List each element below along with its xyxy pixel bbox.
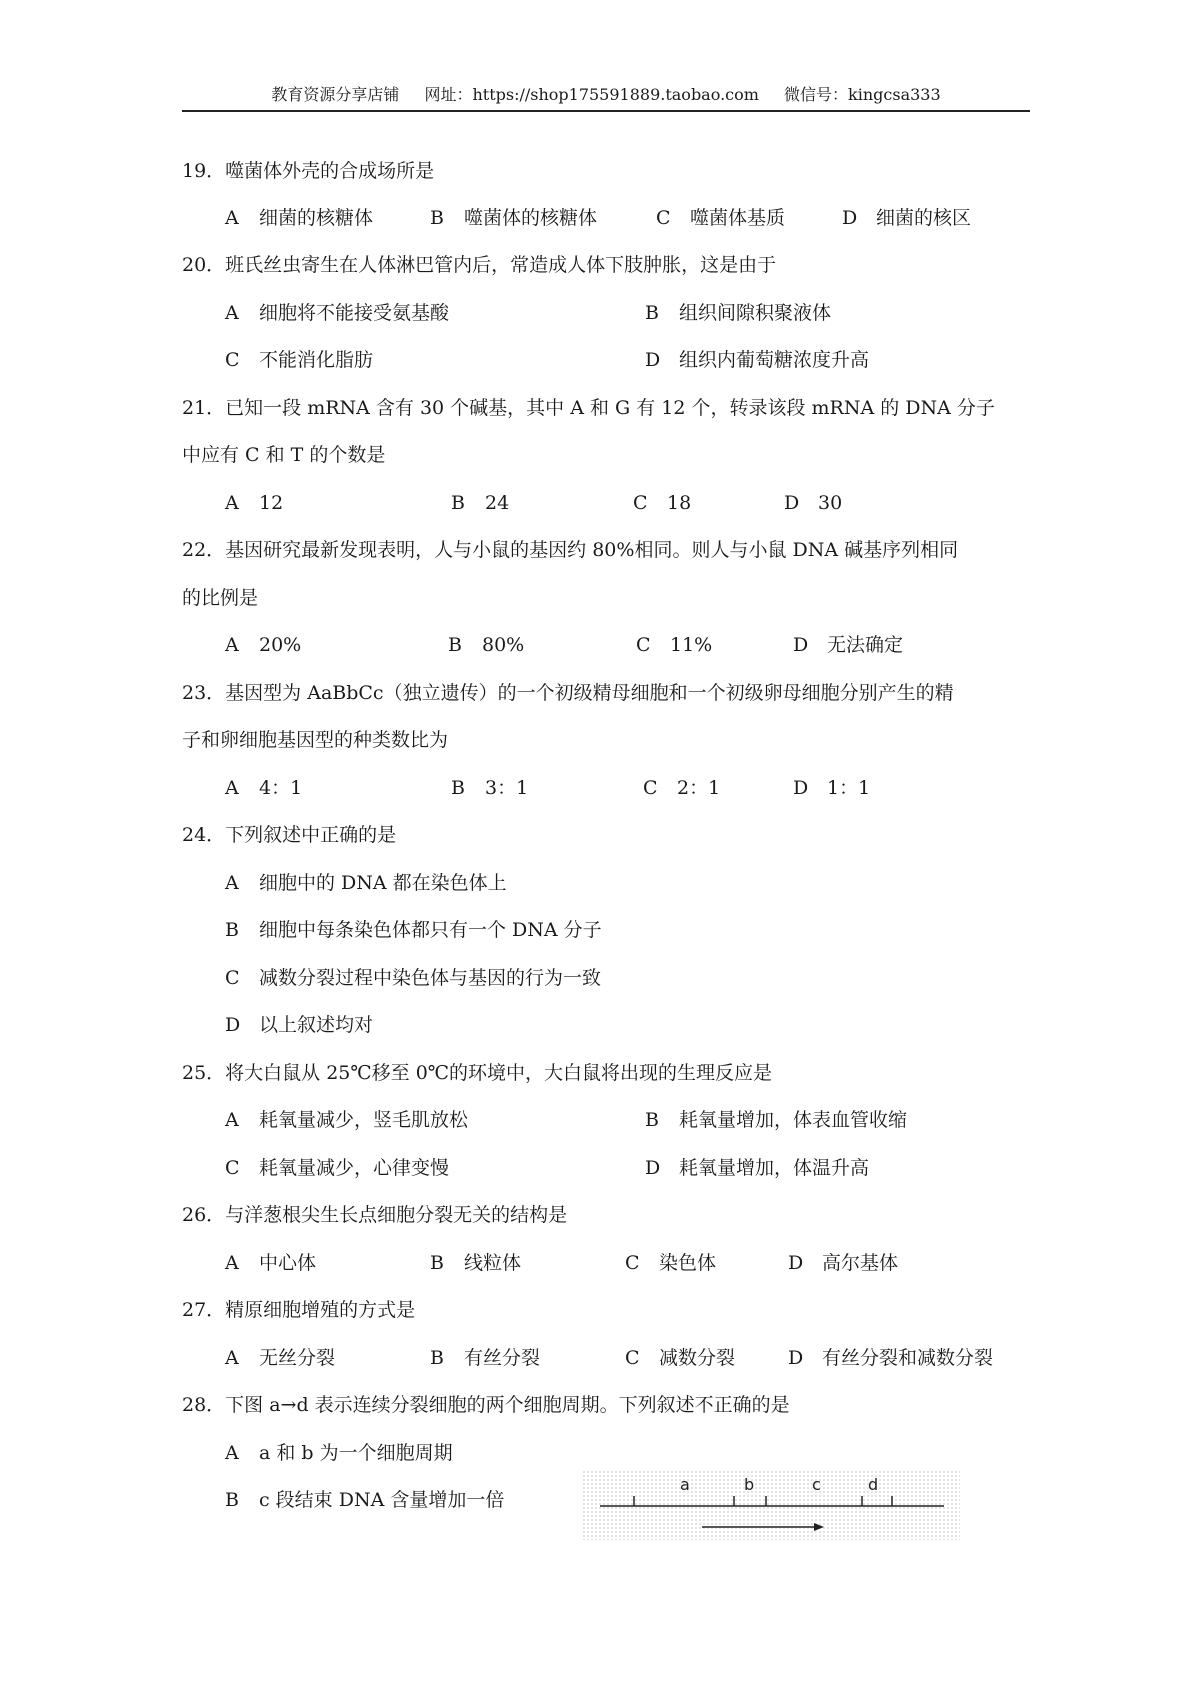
q19-option-c [656,205,785,231]
option-letter: D [645,1157,661,1179]
option-text: 耗氧量减少，竖毛肌放松 [259,1109,469,1131]
option-letter: C [225,967,240,989]
q21-stem-line2: 中应有 C 和 T 的个数是 [182,444,386,466]
option-letter: A [225,1347,239,1369]
q26-option-b [430,1250,521,1276]
option-letter: C [636,634,651,656]
option-text: 细菌的核糖体 [259,207,374,229]
q28-option-b [225,1487,504,1513]
option-text: 有丝分裂 [464,1347,541,1369]
q28-option-a [225,1440,453,1466]
q24-option-c [225,965,601,991]
option-letter: B [645,302,659,324]
option-letter: B [451,492,465,514]
option-letter: C [633,492,648,514]
option-letter: B [225,919,239,941]
q23-stem-line1: 23．基因型为 AaBbCc（独立遗传）的一个初级精母细胞和一个初级卵母细胞分别产生的精 [182,682,954,704]
option-text: 1：1 [827,777,871,799]
option-text: c 段结束 DNA 含量增加一倍 [259,1489,505,1511]
q20-stem: 20．班氏丝虫寄生在人体淋巴管内后，常造成人体下肢肿胀，这是由于 [182,254,777,276]
q21-option-c [633,490,691,516]
option-letter: D [788,1252,804,1274]
option-text: 4：1 [259,777,303,799]
option-letter: C [625,1347,640,1369]
q23-stem-line2: 子和卵细胞基因型的种类数比为 [182,729,449,751]
option-text: 减数分裂过程中染色体与基因的行为一致 [259,967,602,989]
q22-option-a [225,632,301,658]
q21-stem-line1: 21．已知一段 mRNA 含有 30 个碱基，其中 A 和 G 有 12 个，转录该段 mRNA 的 DNA 分子 [182,397,995,419]
q26-option-d [788,1250,898,1276]
option-letter: D [225,1014,241,1036]
q22-option-b [448,632,524,658]
q27-option-d [788,1345,993,1371]
option-text: 11% [670,634,713,656]
option-letter: B [448,634,462,656]
q20-option-b [645,300,831,326]
option-letter: B [430,1252,444,1274]
option-letter: B [645,1109,659,1131]
option-letter: A [225,207,239,229]
q20-option-d [645,347,869,373]
option-text: 30 [818,492,843,514]
option-letter: A [225,492,239,514]
option-text: 染色体 [659,1252,717,1274]
option-letter: B [451,777,465,799]
option-text: 减数分裂 [659,1347,736,1369]
option-text: 20% [259,634,302,656]
q23-option-d [793,775,870,801]
option-letter: B [225,1489,239,1511]
segment-label-c: c [812,1475,821,1494]
q26-option-c [625,1250,716,1276]
option-text: 细菌的核区 [876,207,972,229]
option-letter: D [793,634,809,656]
option-text: 耗氧量增加，体表血管收缩 [679,1109,908,1131]
option-text: 耗氧量增加，体温升高 [679,1157,870,1179]
q25-option-c [225,1155,449,1181]
q27-option-c [625,1345,735,1371]
option-text: 24 [485,492,510,514]
q23-option-b [451,775,528,801]
option-text: 线粒体 [464,1252,522,1274]
page-header [182,82,1030,112]
q25-option-a [225,1107,468,1133]
q24-option-d [225,1012,373,1038]
wechat-id: 微信号：kingcsa333 [784,85,941,104]
option-text: a 和 b 为一个细胞周期 [259,1442,453,1464]
q27-stem: 27．精原细胞增殖的方式是 [182,1299,416,1321]
q19-option-b [430,205,597,231]
option-letter: A [225,302,239,324]
q21-option-a [225,490,283,516]
option-letter: C [625,1252,640,1274]
q24-stem: 24．下列叙述中正确的是 [182,824,397,846]
direction-arrow-icon [814,1523,824,1531]
cell-cycle-svg [582,1470,960,1540]
option-letter: B [430,207,444,229]
option-text: 噬菌体基质 [690,207,786,229]
q24-option-b [225,917,602,943]
option-text: 耗氧量减少，心律变慢 [259,1157,450,1179]
option-text: 18 [667,492,692,514]
option-letter: D [645,349,661,371]
q27-option-b [430,1345,540,1371]
option-text: 组织内葡萄糖浓度升高 [679,349,870,371]
option-letter: D [784,492,800,514]
option-letter: A [225,1109,239,1131]
q25-option-b [645,1107,907,1133]
q26-option-a [225,1250,316,1276]
shop-url: 网址：https://shop175591889.taobao.com [424,85,759,104]
q27-option-a [225,1345,335,1371]
option-text: 以上叙述均对 [259,1014,374,1036]
q25-option-d [645,1155,869,1181]
q23-option-a [225,775,302,801]
q22-option-d [793,632,903,658]
q23-option-c [643,775,720,801]
option-text: 噬菌体的核糖体 [464,207,598,229]
option-text: 12 [259,492,284,514]
segment-label-d: d [868,1475,879,1494]
option-letter: A [225,777,239,799]
option-letter: A [225,1442,239,1464]
segment-label-b: b [744,1475,755,1494]
q19-option-a [225,205,373,231]
option-letter: D [793,777,809,799]
q28-stem: 28．下图 a→d 表示连续分裂细胞的两个细胞周期。下列叙述不正确的是 [182,1394,790,1416]
option-text: 组织间隙积聚液体 [679,302,832,324]
q21-option-d [784,490,842,516]
q24-option-a [225,870,507,896]
option-letter: C [225,1157,240,1179]
q19-stem: 19．噬菌体外壳的合成场所是 [182,160,435,182]
option-letter: C [643,777,658,799]
option-letter: A [225,1252,239,1274]
q22-stem-line1: 22．基因研究最新发现表明，人与小鼠的基因约 80%相同。则人与小鼠 DNA 碱基序列相同 [182,539,959,561]
q22-option-c [636,632,712,658]
option-text: 2：1 [677,777,721,799]
option-letter: A [225,634,239,656]
option-text: 细胞将不能接受氨基酸 [259,302,450,324]
q20-option-c [225,347,373,373]
option-letter: B [430,1347,444,1369]
option-text: 3：1 [485,777,529,799]
q20-option-a [225,300,449,326]
q25-stem: 25．将大白鼠从 25℃移至 0℃的环境中，大白鼠将出现的生理反应是 [182,1062,773,1084]
option-letter: C [656,207,671,229]
option-text: 高尔基体 [822,1252,899,1274]
option-letter: D [842,207,858,229]
shop-name: 教育资源分享店铺 [271,85,400,104]
option-text: 有丝分裂和减数分裂 [822,1347,994,1369]
option-text: 中心体 [259,1252,317,1274]
option-text: 细胞中的 DNA 都在染色体上 [259,872,507,894]
q26-stem: 26．与洋葱根尖生长点细胞分裂无关的结构是 [182,1204,568,1226]
option-letter: C [225,349,240,371]
option-letter: A [225,872,239,894]
option-letter: D [788,1347,804,1369]
q22-stem-line2: 的比例是 [182,587,259,609]
option-text: 不能消化脂肪 [259,349,374,371]
option-text: 无法确定 [827,634,904,656]
option-text: 细胞中每条染色体都只有一个 DNA 分子 [259,919,602,941]
q19-option-d [842,205,971,231]
segment-label-a: a [680,1475,690,1494]
option-text: 80% [482,634,525,656]
cell-cycle-diagram [582,1470,960,1540]
q21-option-b [451,490,509,516]
option-text: 无丝分裂 [259,1347,336,1369]
